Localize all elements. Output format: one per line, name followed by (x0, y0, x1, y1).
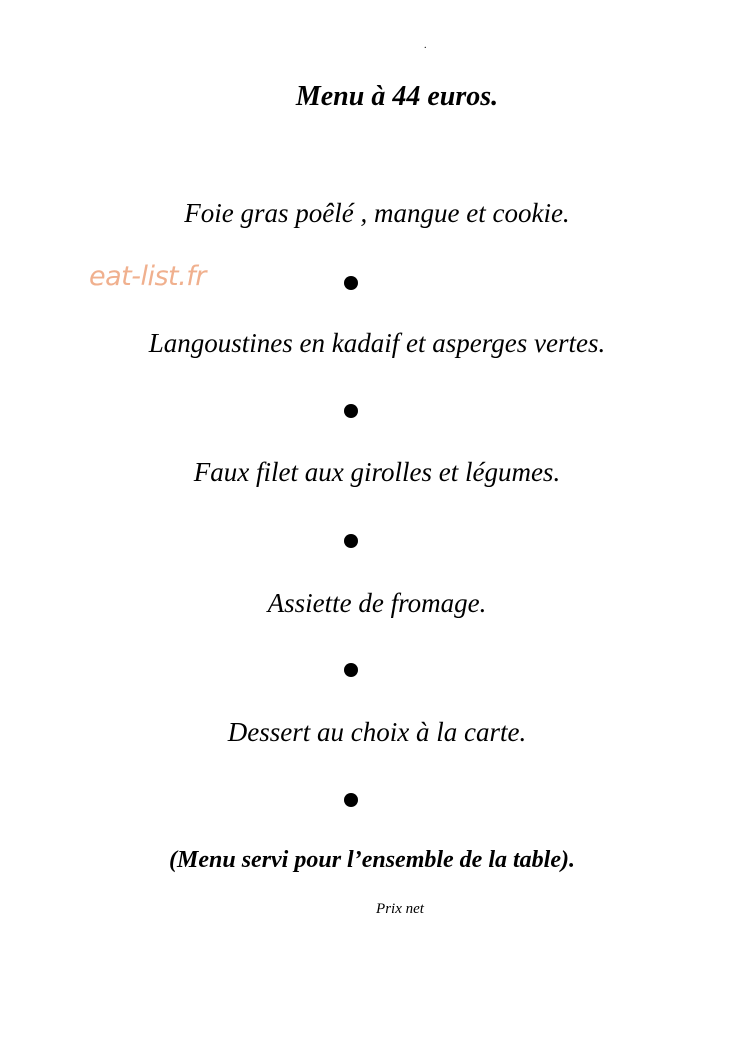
course-5: Dessert au choix à la carte. (227, 717, 527, 747)
table-service-note: (Menu servi pour l’ensemble de la table). (169, 847, 575, 873)
separator-bullet-5 (344, 793, 358, 807)
separator-bullet-1 (344, 276, 358, 290)
separator-bullet-4 (344, 663, 358, 677)
course-3: Faux filet aux girolles et légumes. (193, 457, 561, 487)
course-2: Langoustines en kadaif et asperges vertes. (148, 328, 606, 358)
menu-title: Menu à 44 euros. (295, 81, 499, 112)
price-note: Prix net (376, 901, 424, 917)
watermark-logo: eat-list.fr (89, 261, 206, 292)
stray-dot: . (424, 40, 427, 51)
separator-bullet-3 (344, 534, 358, 548)
course-4: Assiette de fromage. (267, 588, 487, 618)
course-1: Foie gras poêlé , mangue et cookie. (184, 198, 570, 228)
separator-bullet-2 (344, 404, 358, 418)
